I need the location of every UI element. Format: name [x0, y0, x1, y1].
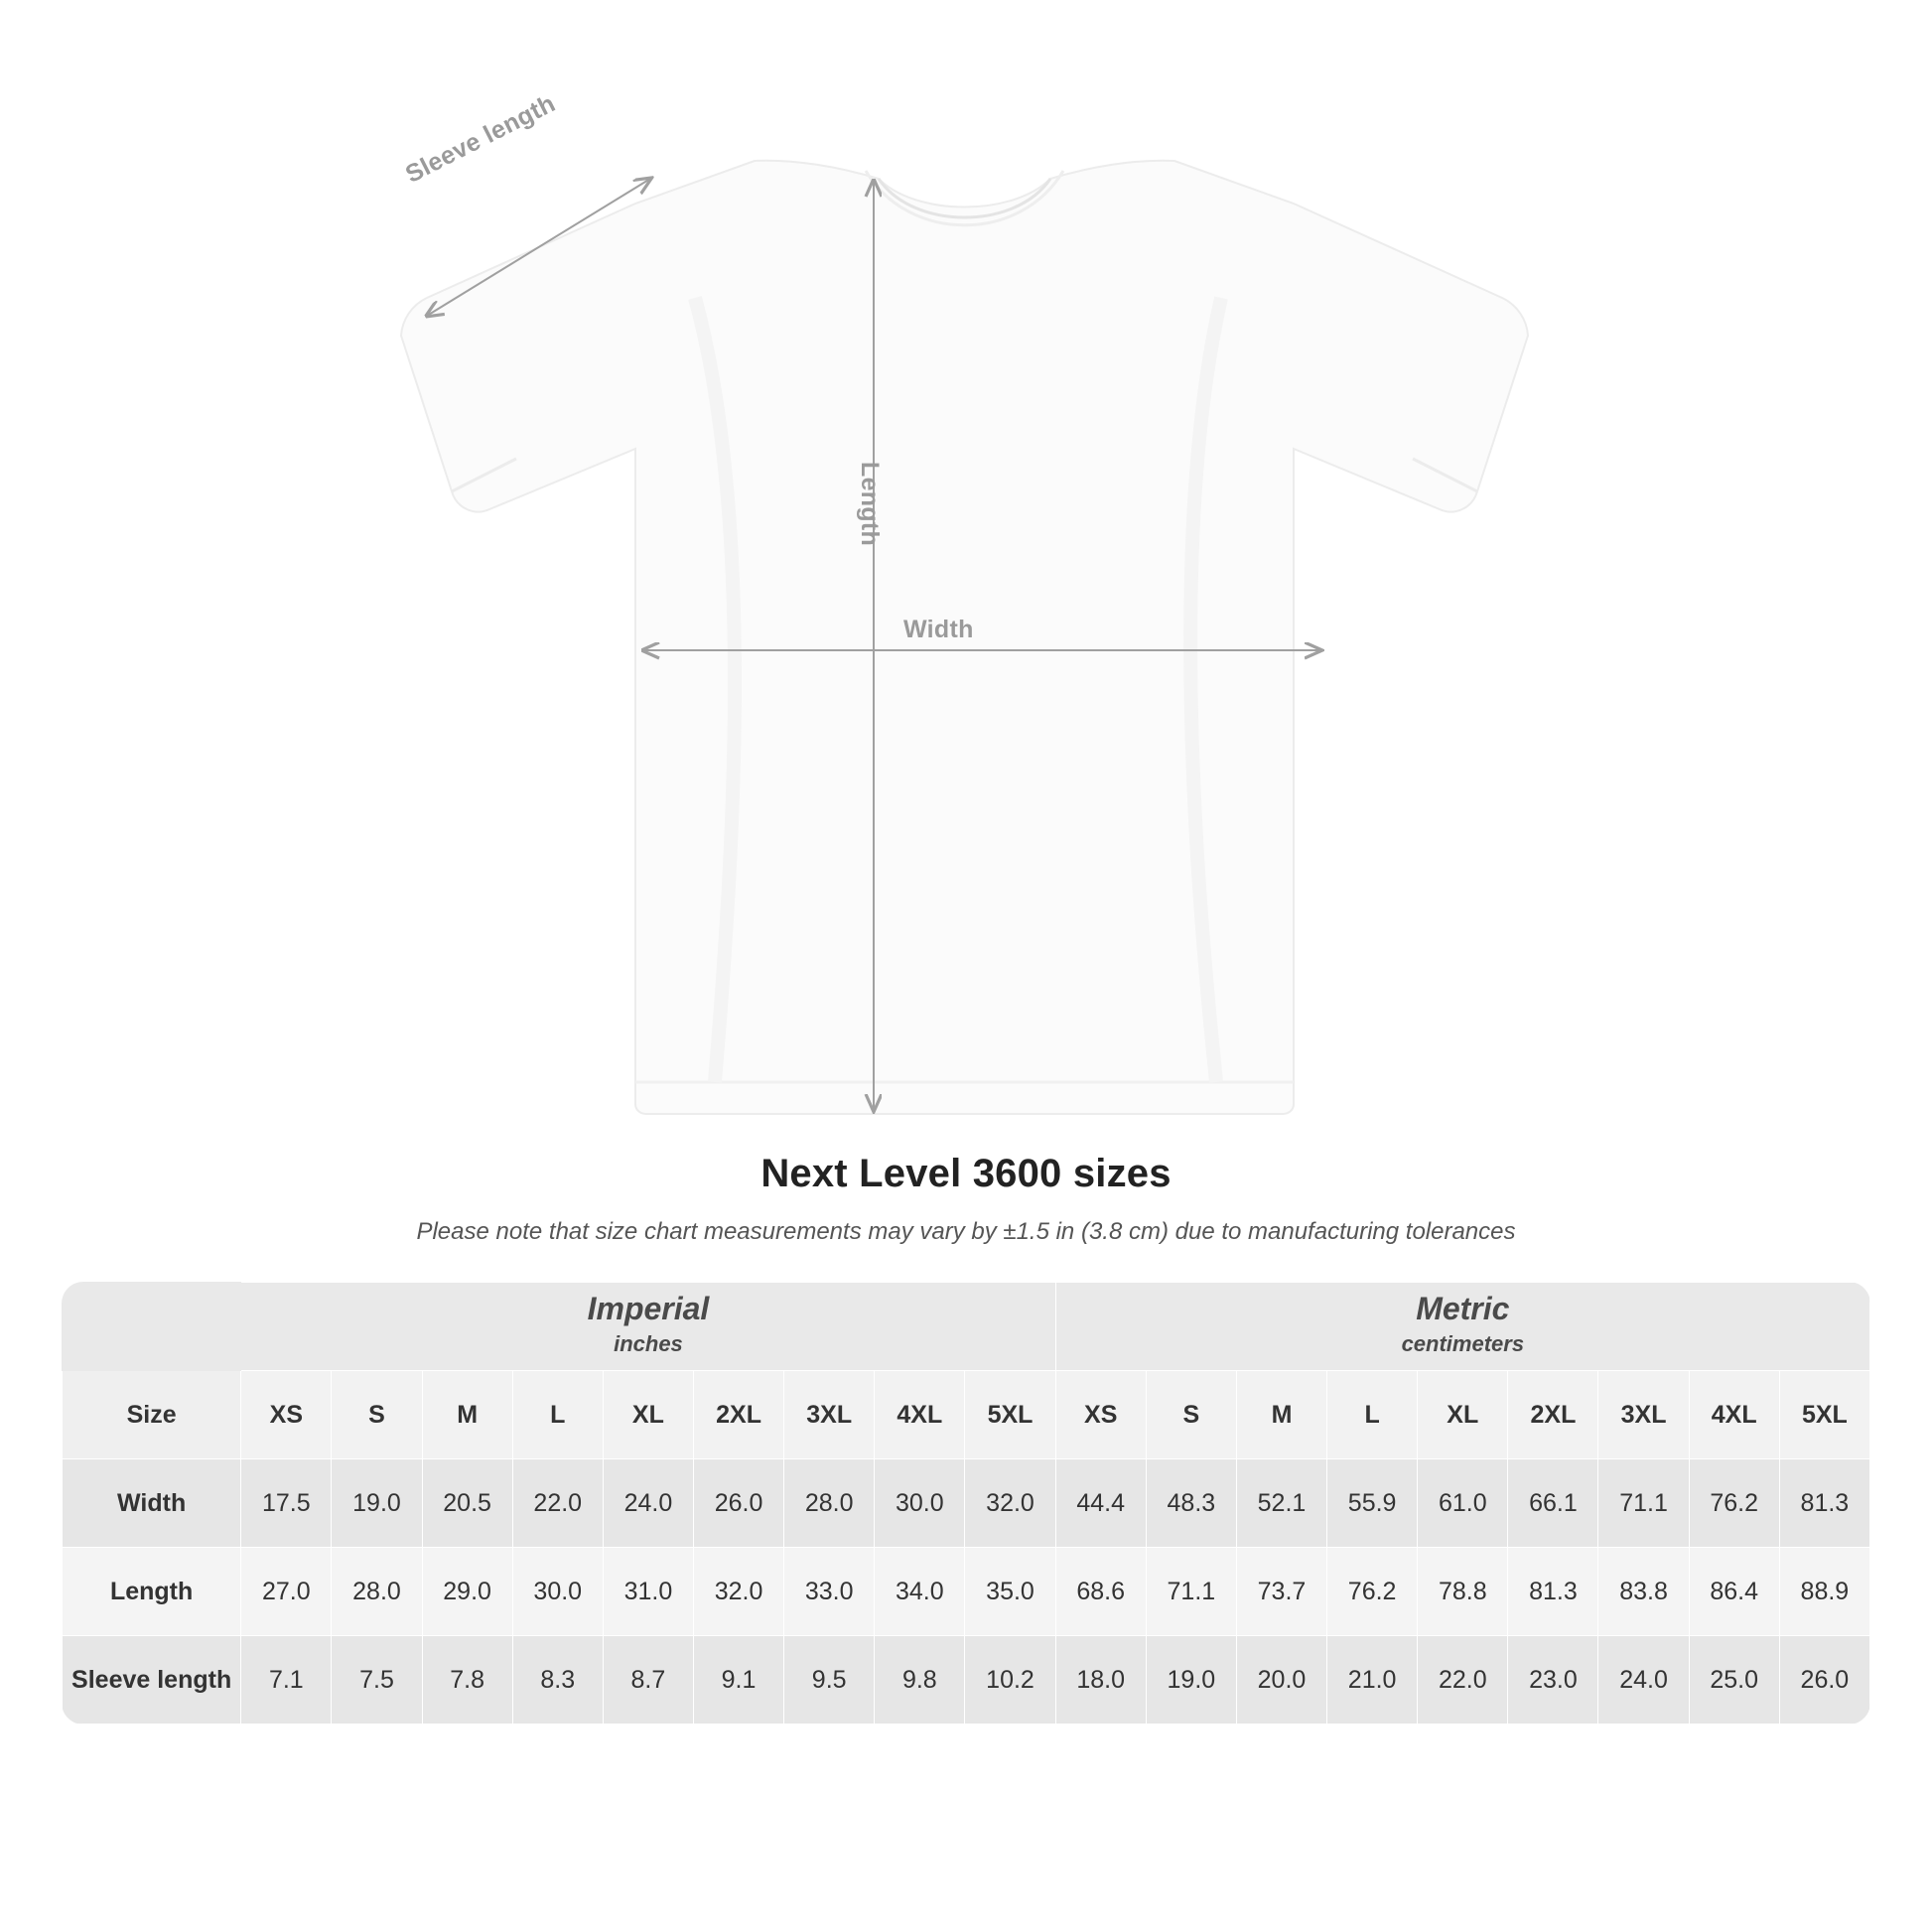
cell-value: 81.3	[1508, 1548, 1598, 1636]
cell-value: 29.0	[422, 1548, 512, 1636]
cell-value: 66.1	[1508, 1459, 1598, 1548]
cell-value: 55.9	[1327, 1459, 1418, 1548]
cell-value: 76.2	[1327, 1548, 1418, 1636]
size-col-header: 2XL	[1508, 1371, 1598, 1459]
cell-value: 26.0	[693, 1459, 783, 1548]
cell-value: 19.0	[1146, 1636, 1236, 1725]
size-col-header: M	[422, 1371, 512, 1459]
cell-value: 32.0	[965, 1459, 1055, 1548]
size-col-header: 3XL	[784, 1371, 875, 1459]
size-col-header: XL	[603, 1371, 693, 1459]
cell-value: 8.3	[512, 1636, 603, 1725]
cell-value: 23.0	[1508, 1636, 1598, 1725]
cell-value: 19.0	[332, 1459, 422, 1548]
table-row	[63, 1548, 1870, 1636]
cell-value: 17.5	[241, 1459, 332, 1548]
page-title: Next Level 3600 sizes	[760, 1152, 1172, 1195]
size-col-header: 4XL	[1689, 1371, 1779, 1459]
unit-group-row	[63, 1283, 1870, 1371]
sleeve-length-label: Sleeve length	[401, 89, 560, 189]
cell-value: 44.4	[1055, 1459, 1146, 1548]
size-col-header: M	[1236, 1371, 1326, 1459]
size-col-header: L	[512, 1371, 603, 1459]
cell-value: 78.8	[1418, 1548, 1508, 1636]
size-col-header: XS	[241, 1371, 332, 1459]
row-label-length: Length	[63, 1548, 241, 1636]
cell-value: 86.4	[1689, 1548, 1779, 1636]
cell-value: 7.1	[241, 1636, 332, 1725]
corner-cell	[63, 1283, 241, 1371]
heading-block	[0, 1152, 1932, 1246]
length-label: Length	[856, 462, 884, 547]
cell-value: 35.0	[965, 1548, 1055, 1636]
cell-value: 76.2	[1689, 1459, 1779, 1548]
table-row	[63, 1459, 1870, 1548]
size-chart-table	[62, 1282, 1870, 1725]
unit-group-imperial-sub: inches	[614, 1331, 683, 1356]
cell-value: 8.7	[603, 1636, 693, 1725]
size-col-header: 5XL	[1779, 1371, 1869, 1459]
cell-value: 30.0	[512, 1548, 603, 1636]
cell-value: 22.0	[512, 1459, 603, 1548]
cell-value: 34.0	[875, 1548, 965, 1636]
cell-value: 24.0	[603, 1459, 693, 1548]
unit-group-metric-sub: centimeters	[1401, 1331, 1525, 1356]
unit-group-metric	[1055, 1283, 1869, 1371]
cell-value: 21.0	[1327, 1636, 1418, 1725]
size-col-header: XS	[1055, 1371, 1146, 1459]
cell-value: 81.3	[1779, 1459, 1869, 1548]
cell-value: 18.0	[1055, 1636, 1146, 1725]
cell-value: 61.0	[1418, 1459, 1508, 1548]
cell-value: 48.3	[1146, 1459, 1236, 1548]
size-col-header: 5XL	[965, 1371, 1055, 1459]
cell-value: 7.8	[422, 1636, 512, 1725]
cell-value: 7.5	[332, 1636, 422, 1725]
cell-value: 71.1	[1598, 1459, 1689, 1548]
unit-group-imperial-name: Imperial	[587, 1290, 710, 1326]
cell-value: 26.0	[1779, 1636, 1869, 1725]
cell-value: 25.0	[1689, 1636, 1779, 1725]
cell-value: 71.1	[1146, 1548, 1236, 1636]
size-col-header: 2XL	[693, 1371, 783, 1459]
cell-value: 68.6	[1055, 1548, 1146, 1636]
cell-value: 10.2	[965, 1636, 1055, 1725]
cell-value: 28.0	[332, 1548, 422, 1636]
unit-group-metric-name: Metric	[1416, 1290, 1510, 1326]
cell-value: 27.0	[241, 1548, 332, 1636]
cell-value: 31.0	[603, 1548, 693, 1636]
cell-value: 22.0	[1418, 1636, 1508, 1725]
size-header-label: Size	[63, 1371, 241, 1459]
size-col-header: 4XL	[875, 1371, 965, 1459]
table-row	[63, 1636, 1870, 1725]
size-col-header: S	[332, 1371, 422, 1459]
tolerance-note: Please note that size chart measurements may vary by ±1.5 in (3.8 cm) due to manufacturing tolerances	[416, 1218, 1516, 1245]
cell-value: 20.0	[1236, 1636, 1326, 1725]
size-header-row	[63, 1371, 1870, 1459]
size-chart-table-wrap	[62, 1282, 1870, 1725]
cell-value: 32.0	[693, 1548, 783, 1636]
cell-value: 30.0	[875, 1459, 965, 1548]
size-col-header: L	[1327, 1371, 1418, 1459]
cell-value: 33.0	[784, 1548, 875, 1636]
cell-value: 24.0	[1598, 1636, 1689, 1725]
size-col-header: 3XL	[1598, 1371, 1689, 1459]
cell-value: 28.0	[784, 1459, 875, 1548]
cell-value: 83.8	[1598, 1548, 1689, 1636]
row-label-width: Width	[63, 1459, 241, 1548]
size-col-header: XL	[1418, 1371, 1508, 1459]
width-label: Width	[903, 616, 974, 643]
cell-value: 9.8	[875, 1636, 965, 1725]
cell-value: 9.1	[693, 1636, 783, 1725]
row-label-sleeve-length: Sleeve length	[63, 1636, 241, 1725]
unit-group-imperial	[241, 1283, 1055, 1371]
size-col-header: S	[1146, 1371, 1236, 1459]
cell-value: 73.7	[1236, 1548, 1326, 1636]
cell-value: 9.5	[784, 1636, 875, 1725]
cell-value: 88.9	[1779, 1548, 1869, 1636]
cell-value: 52.1	[1236, 1459, 1326, 1548]
cell-value: 20.5	[422, 1459, 512, 1548]
